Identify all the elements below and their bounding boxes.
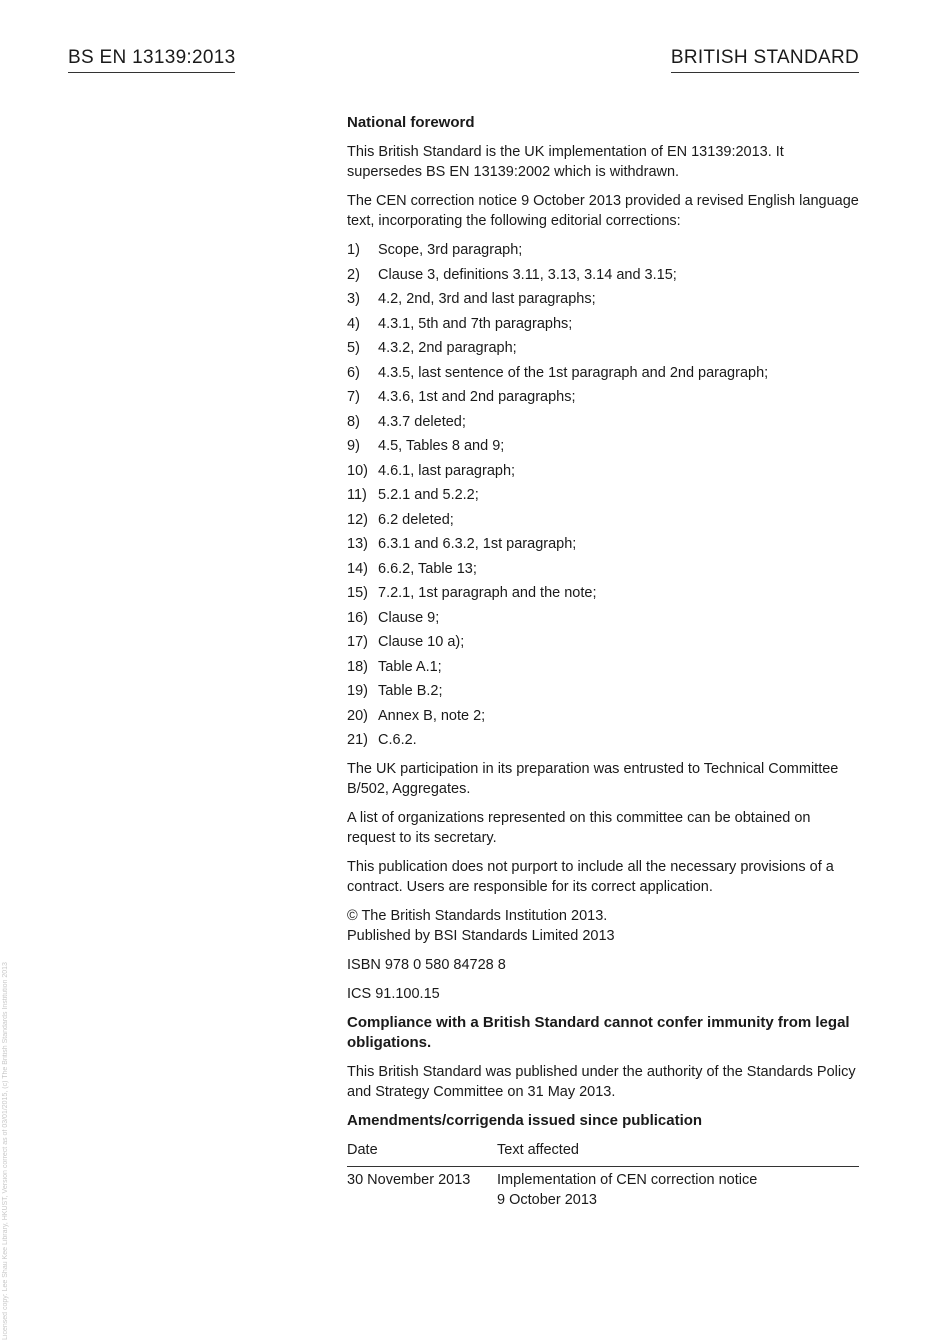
correction-item: [347, 730, 859, 750]
correction-text: Clause 10 a);: [378, 634, 465, 650]
correction-number: 18): [347, 658, 368, 675]
correction-item: [347, 534, 859, 554]
correction-item: [347, 608, 859, 628]
correction-number: 10): [347, 462, 368, 479]
correction-number: 14): [347, 560, 368, 577]
correction-number: 9): [347, 438, 360, 454]
correction-item: [347, 289, 859, 309]
correction-item: [347, 436, 859, 456]
correction-text: 5.2.1 and 5.2.2;: [378, 487, 479, 503]
foreword-heading: National foreword: [347, 114, 475, 131]
isbn: ISBN 978 0 580 84728 8: [347, 957, 506, 973]
correction-number: 21): [347, 732, 368, 748]
correction-text: Table B.2;: [378, 683, 443, 699]
correction-number: 7): [347, 389, 360, 405]
ics: ICS 91.100.15: [347, 986, 440, 1002]
correction-item: [347, 461, 859, 481]
correction-text: 4.3.5, last sentence of the 1st paragraph and 2nd paragraph;: [378, 364, 769, 381]
amendment-text-affected: Implementation of CEN correction notice 9 October 2013: [497, 1172, 758, 1208]
correction-item: [347, 265, 859, 285]
correction-item: [347, 363, 859, 383]
correction-item: [347, 583, 859, 603]
correction-item: [347, 387, 859, 407]
amendments-table: [347, 1140, 859, 1210]
correction-intro-paragraph: The CEN correction notice 9 October 2013 provided a revised English language text, incorporating the following editorial corrections:: [347, 193, 859, 229]
correction-number: 19): [347, 683, 368, 699]
correction-text: 4.6.1, last paragraph;: [378, 462, 516, 479]
copyright-paragraph: © The British Standards Institution 2013. Published by BSI Standards Limited 2013: [347, 908, 615, 944]
correction-text: 6.6.2, Table 13;: [378, 560, 477, 577]
correction-number: 3): [347, 291, 360, 307]
table-row: [347, 1167, 859, 1211]
correction-number: 5): [347, 340, 360, 356]
correction-text: 4.3.1, 5th and 7th paragraphs;: [378, 315, 573, 332]
column-header-text-affected: Text affected: [497, 1140, 859, 1167]
correction-item: [347, 632, 859, 652]
correction-number: 15): [347, 585, 368, 601]
intro-paragraph: This British Standard is the UK implementation of EN 13139:2013. It supersedes BS EN 13139:2002 which is withdrawn.: [347, 144, 784, 180]
correction-text: Scope, 3rd paragraph;: [378, 242, 523, 258]
correction-number: 2): [347, 266, 360, 283]
correction-number: 13): [347, 536, 368, 552]
correction-item: [347, 706, 859, 726]
correction-number: 12): [347, 511, 368, 528]
correction-text: Clause 3, definitions 3.11, 3.13, 3.14 and 3.15;: [378, 266, 677, 283]
correction-item: [347, 657, 859, 677]
correction-text: 4.5, Tables 8 and 9;: [378, 438, 505, 454]
correction-item: [347, 338, 859, 358]
correction-number: 1): [347, 242, 360, 258]
correction-text: Table A.1;: [378, 658, 442, 675]
correction-item: [347, 412, 859, 432]
corrections-list: [347, 240, 859, 750]
participation-paragraph: The UK participation in its preparation was entrusted to Technical Committee B/502, Aggregates.: [347, 761, 839, 797]
compliance-statement: Compliance with a British Standard cannot confer immunity from legal obligations.: [347, 1014, 850, 1051]
correction-text: 4.3.2, 2nd paragraph;: [378, 340, 517, 356]
correction-number: 20): [347, 707, 368, 724]
amendment-date: 30 November 2013: [347, 1172, 471, 1188]
correction-text: 6.2 deleted;: [378, 511, 454, 528]
column-header-date: Date: [347, 1140, 497, 1167]
correction-text: 4.3.7 deleted;: [378, 413, 466, 430]
correction-text: C.6.2.: [378, 732, 417, 748]
correction-item: [347, 314, 859, 334]
authority-paragraph: This British Standard was published under the authority of the Standards Policy and Strategy Committee on 31 May 2013.: [347, 1064, 856, 1100]
correction-number: 8): [347, 413, 360, 430]
correction-text: 6.3.1 and 6.3.2, 1st paragraph;: [378, 536, 577, 552]
correction-item: [347, 559, 859, 579]
correction-item: [347, 510, 859, 530]
correction-text: 7.2.1, 1st paragraph and the note;: [378, 585, 597, 601]
amendments-heading: Amendments/corrigenda issued since publication: [347, 1112, 703, 1129]
provisions-paragraph: This publication does not purport to include all the necessary provisions of a contract. Users are responsible for its correct application.: [347, 859, 834, 895]
license-watermark: [2, 0, 12, 1344]
correction-number: 11): [347, 487, 367, 503]
correction-number: 17): [347, 634, 368, 650]
correction-text: 4.3.6, 1st and 2nd paragraphs;: [378, 389, 576, 405]
correction-item: [347, 240, 859, 260]
correction-text: 4.2, 2nd, 3rd and last paragraphs;: [378, 291, 596, 307]
document-id: BS EN 13139:2013: [68, 47, 235, 73]
national-foreword: [347, 113, 859, 1210]
publisher-label: BRITISH STANDARD: [671, 47, 859, 73]
correction-number: 4): [347, 315, 360, 332]
correction-number: 16): [347, 609, 368, 626]
correction-text: Annex B, note 2;: [378, 707, 486, 724]
correction-item: [347, 681, 859, 701]
correction-text: Clause 9;: [378, 609, 440, 626]
correction-number: 6): [347, 364, 360, 381]
license-watermark-text: Licensed copy: Lee Shau Kee Library, HKUST, Version correct as of 03/01/2015, (c) The British Standards Institution 2013: [2, 962, 9, 1340]
organizations-paragraph: A list of organizations represented on this committee can be obtained on request to its secretary.: [347, 810, 811, 846]
correction-item: [347, 485, 859, 505]
